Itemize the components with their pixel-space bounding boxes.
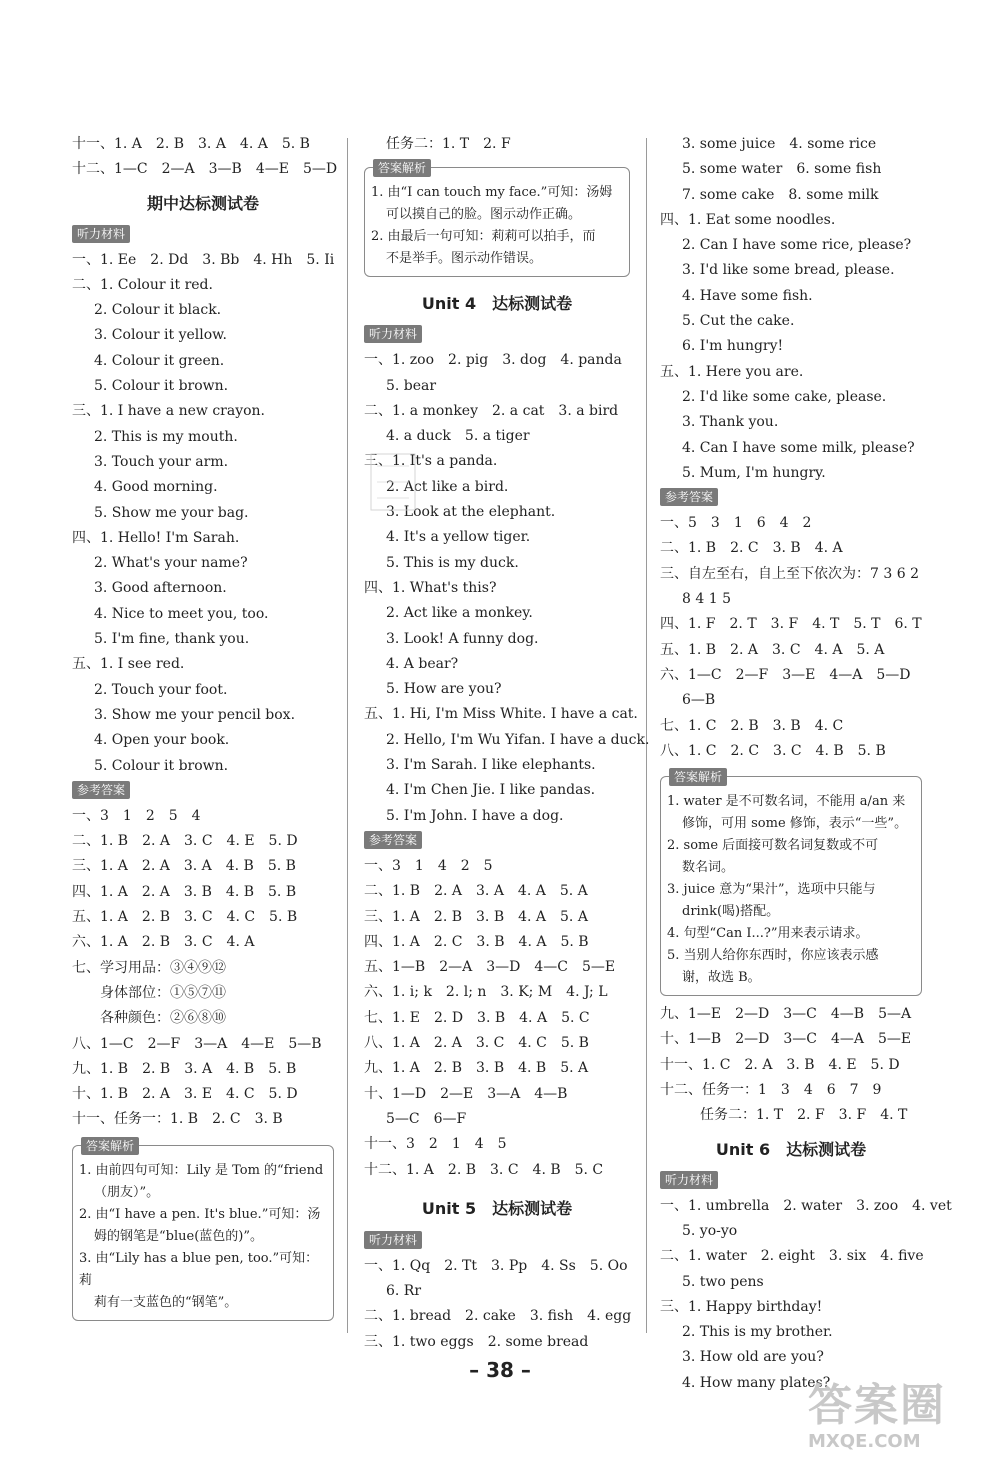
stamp-icon [369, 452, 417, 512]
text-line: 2. Colour it black. [94, 302, 222, 319]
answer-line: 身体部位：①⑤⑦⑪ [100, 984, 226, 1001]
analysis-line: 3. juice 意为“果汁”，选项中只能与 [667, 882, 876, 898]
column-3 [660, 132, 952, 1396]
stamp-mark [369, 452, 417, 512]
listening-tag: 听力材料 [660, 1171, 718, 1189]
answer-line: 三、1. A 2. B 3. B 4. A 5. A [364, 908, 588, 925]
answer-line: 十二、1—C 2—A 3—B 4—E 5—D [72, 161, 338, 178]
midterm-title: 期中达标测试卷 [146, 193, 259, 213]
answer-line: 四、1. F 2. T 3. F 4. T 5. T 6. T [660, 616, 922, 633]
text-line: 3. Colour it yellow. [94, 327, 227, 344]
text-line: 三、1. It's a panda. [364, 453, 498, 470]
column-1 [72, 132, 338, 1327]
text-line: 四、1. What's this? [364, 579, 497, 596]
answer-line: 十二、任务一：1 3 4 6 7 9 [660, 1082, 882, 1099]
answer-line: 八、1. A 2. A 3. C 4. C 5. B [364, 1035, 589, 1052]
answer-tag: 参考答案 [72, 781, 130, 799]
answer-line: 5—C 6—F [386, 1110, 467, 1127]
analysis-line: 可以摸自己的脸。图示动作正确。 [386, 207, 582, 223]
text-line: 一、1. zoo 2. pig 3. dog 4. panda [364, 352, 622, 369]
text-line: 四、1. Hello! I'm Sarah. [72, 529, 240, 546]
analysis-tag: 答案解析 [373, 159, 431, 177]
page-number: – 38 – [469, 1358, 531, 1382]
answer-line: 五、1. A 2. B 3. C 4. C 5. B [72, 909, 298, 926]
text-line: 4. Colour it green. [94, 352, 225, 369]
listening-material [364, 348, 650, 829]
analysis-tag: 答案解析 [81, 1137, 139, 1155]
answer-line: 任务二：1. T 2. F 3. F 4. T [700, 1107, 908, 1124]
text-line: 3. Look at the elephant. [386, 504, 556, 521]
text-line: 五、1. Here you are. [660, 363, 804, 380]
text-line: 5. Cut the cake. [682, 313, 795, 330]
column-divider [347, 138, 348, 1333]
text-line: 6. Rr [386, 1283, 422, 1300]
text-line: 三、1. Happy birthday! [660, 1298, 823, 1315]
text-line: 3. some juice 4. some rice [682, 136, 877, 152]
answer-line: 任务二：1. T 2. F [386, 136, 511, 152]
reference-answers [72, 804, 334, 1133]
text-line: 2. Can I have some rice, please? [682, 237, 912, 254]
answer-line: 十一、1. A 2. B 3. A 4. A 5. B [72, 136, 310, 152]
answer-line: 八、1—C 2—F 3—A 4—E 5—B [72, 1035, 322, 1052]
watermark [808, 1382, 988, 1464]
answer-line: 二、1. B 2. C 3. B 4. A [660, 540, 843, 557]
listening-material [364, 1254, 630, 1355]
answer-line: 九、1. A 2. B 3. B 4. B 5. A [364, 1060, 589, 1077]
text-line: 4. Good morning. [94, 479, 218, 496]
answer-line: 九、1. B 2. B 3. A 4. B 5. B [72, 1060, 297, 1077]
text-line: 五、1. I see red. [72, 656, 185, 673]
answer-line: 七、1. C 2. B 3. B 4. C [660, 717, 844, 734]
text-line: 3. Thank you. [682, 414, 779, 431]
answer-line: 五、1. B 2. A 3. C 4. A 5. A [660, 641, 885, 658]
analysis-line: 不是举手。图示动作错误。 [386, 251, 543, 267]
analysis-line: 莉有一支蓝色的“钢笔”。 [94, 1294, 238, 1310]
listening-tag: 听力材料 [72, 225, 130, 243]
analysis-line: 2. 由最后一句可知：莉莉可以拍手，而 [371, 229, 596, 245]
text-line: 3. Show me your pencil box. [94, 706, 296, 723]
text-line: 5. Mum, I'm hungry. [682, 464, 826, 481]
answer-line: 十、1—B 2—D 3—C 4—A 5—E [660, 1031, 912, 1048]
text-line: 3. Good afternoon. [94, 580, 227, 597]
text-line: 6. I'm hungry! [682, 338, 784, 355]
text-line: 二、1. water 2. eight 3. six 4. five [660, 1248, 924, 1265]
analysis-line: 1. water 是不可数名词，不能用 a/an 来 [667, 794, 906, 810]
text-line: 2. Act like a monkey. [386, 605, 533, 622]
analysis-line: 1. 由“I can touch my face.”可知：汤姆 [371, 185, 613, 201]
listening-material [72, 248, 334, 779]
text-line: 5. some water 6. some fish [682, 161, 882, 178]
answer-line: 十、1—D 2—E 3—A 4—B [364, 1085, 568, 1102]
text-line: 4. It's a yellow tiger. [386, 529, 531, 546]
answer-line: 十一、任务一：1. B 2. C 3. B [72, 1111, 283, 1128]
answer-line: 6—B [682, 692, 716, 709]
answer-line: 8 4 1 5 [682, 591, 731, 608]
answer-line: 六、1. A 2. B 3. C 4. A [72, 934, 255, 951]
answer-tag: 参考答案 [660, 488, 718, 506]
analysis-box [72, 1138, 334, 1321]
answer-line: 五、1—B 2—A 3—D 4—C 5—E [364, 959, 616, 976]
watermark-logo: 答案圈 [808, 1380, 946, 1431]
analysis-line: 数名词。 [682, 860, 735, 876]
analysis-box [364, 161, 630, 277]
text-line: 3. How old are you? [682, 1349, 824, 1366]
answer-line: 二、1. B 2. A 3. A 4. A 5. A [364, 883, 588, 900]
analysis-line: 5. 当别人给你东西时，你应该表示感 [667, 948, 879, 964]
watermark-url: MXQE.COM [808, 1431, 921, 1452]
text-line: 3. Touch your arm. [94, 453, 229, 470]
text-line: 一、1. Qq 2. Tt 3. Pp 4. Ss 5. Oo [364, 1257, 628, 1274]
text-line: 三、1. two eggs 2. some bread [364, 1333, 589, 1350]
text-line: 5. two pens [682, 1273, 764, 1290]
text-line: 一、1. umbrella 2. water 3. zoo 4. vet [660, 1197, 952, 1214]
text-line: 4. Nice to meet you, too. [94, 605, 269, 622]
analysis-line: 谢，故选 B。 [682, 970, 761, 986]
text-line: 2. This is my brother. [682, 1324, 833, 1341]
text-line: 5. I'm fine, thank you. [94, 631, 250, 648]
answer-line: 十二、1. A 2. B 3. C 4. B 5. C [364, 1161, 604, 1178]
analysis-line: 修饰，可用 some 修饰，表示“一些”。 [682, 816, 908, 832]
answer-line: 三、1. A 2. A 3. A 4. B 5. B [72, 858, 296, 875]
analysis-line: 2. some 后面接可数名词复数或不可 [667, 838, 879, 854]
text-line: 5. yo-yo [682, 1222, 738, 1239]
text-line: 5. Colour it brown. [94, 378, 229, 395]
answer-line: 九、1—E 2—D 3—C 4—B 5—A [660, 1006, 912, 1023]
answer-line: 各种颜色：②⑥⑧⑩ [100, 1010, 226, 1027]
answer-line: 七、1. E 2. D 3. B 4. A 5. C [364, 1009, 590, 1026]
analysis-line: 4. 句型“Can I...?”用来表示请求。 [667, 926, 869, 942]
answer-line: 三、自左至右，自上至下依次为：7 3 6 2 [660, 565, 919, 582]
answer-line: 十一、3 2 1 4 5 [364, 1136, 507, 1153]
text-line: 5. Colour it brown. [94, 757, 229, 774]
reference-answers [660, 511, 922, 764]
text-line: 五、1. Hi, I'm Miss White. I have a cat. [364, 706, 638, 723]
text-line: 5. Show me your bag. [94, 504, 249, 521]
listening-material [660, 132, 922, 486]
text-line: 4. A bear? [386, 655, 459, 672]
analysis-tag: 答案解析 [669, 768, 727, 786]
text-line: 2. Hello, I'm Wu Yifan. I have a duck. [386, 731, 650, 748]
answer-line: 六、1—C 2—F 3—E 4—A 5—D [660, 666, 911, 683]
text-line: 3. I'm Sarah. I like elephants. [386, 757, 596, 774]
analysis-box [660, 770, 922, 996]
analysis-line: 2. 由“I have a pen. It's blue.”可知：汤 [79, 1206, 321, 1222]
text-line: 二、1. a monkey 2. a cat 3. a bird [364, 402, 619, 419]
text-line: 7. some cake 8. some milk [682, 186, 879, 203]
analysis-line: drink(喝)搭配。 [682, 904, 780, 920]
unit6-title: Unit 6 达标测试卷 [715, 1139, 867, 1159]
text-line: 5. I'm John. I have a dog. [386, 807, 564, 824]
answer-line: 一、3 1 4 2 5 [364, 857, 493, 874]
analysis-line: 姆的钢笔是“blue(蓝色的)”。 [94, 1228, 263, 1244]
text-line: 4. How many plates? [682, 1374, 831, 1391]
text-line: 二、1. bread 2. cake 3. fish 4. egg [364, 1308, 632, 1325]
answer-line: 一、5 3 1 6 4 2 [660, 515, 812, 532]
text-line: 2. What's your name? [94, 555, 248, 572]
text-line: 4. Have some fish. [682, 287, 813, 304]
text-line: 5. How are you? [386, 681, 502, 698]
analysis-line: 1. 由前四句可知：Lily 是 Tom 的“friend [79, 1162, 324, 1178]
analysis-line: （朋友）”。 [94, 1184, 160, 1200]
answer-line: 十、1. B 2. A 3. E 4. C 5. D [72, 1086, 298, 1103]
answer-line: 四、1. A 2. C 3. B 4. A 5. B [364, 933, 589, 950]
text-line: 2. This is my mouth. [94, 428, 238, 445]
answer-tag: 参考答案 [364, 831, 422, 849]
answer-line: 一、3 1 2 5 4 [72, 807, 201, 824]
unit5-title: Unit 5 达标测试卷 [421, 1198, 573, 1218]
text-line: 4. Can I have some milk, please? [682, 439, 915, 456]
answer-line: 四、1. A 2. A 3. B 4. B 5. B [72, 883, 297, 900]
listening-tag: 听力材料 [364, 1231, 422, 1249]
text-line: 3. I'd like some bread, please. [682, 262, 895, 279]
answer-line: 七、学习用品：③④⑨⑫ [72, 959, 226, 976]
answer-line: 八、1. C 2. C 3. C 4. B 5. B [660, 742, 886, 759]
answer-line: 二、1. B 2. A 3. C 4. E 5. D [72, 833, 298, 850]
analysis-line: 3. 由“Lily has a blue pen, too.”可知：莉 [79, 1250, 319, 1288]
answer-line: 十一、1. C 2. A 3. B 4. E 5. D [660, 1056, 900, 1073]
text-line: 四、1. Eat some noodles. [660, 211, 836, 228]
text-line: 三、1. I have a new crayon. [72, 403, 266, 420]
text-line: 2. Act like a bird. [386, 478, 509, 495]
text-line: 3. Look! A funny dog. [386, 630, 539, 647]
text-line: 一、1. Ee 2. Dd 3. Bb 4. Hh 5. Ii [72, 251, 335, 268]
listening-tag: 听力材料 [364, 325, 422, 343]
text-line: 2. Touch your foot. [94, 681, 228, 698]
text-line: 4. Open your book. [94, 732, 230, 749]
reference-answers [660, 1002, 922, 1128]
text-line: 2. I'd like some cake, please. [682, 388, 887, 405]
text-line: 二、1. Colour it red. [72, 276, 213, 293]
text-line: 4. a duck 5. a tiger [386, 428, 530, 445]
column-2 [364, 132, 650, 1355]
reference-answers [364, 854, 630, 1183]
text-line: 4. I'm Chen Jie. I like pandas. [386, 782, 596, 799]
text-line: 5. This is my duck. [386, 554, 519, 571]
answer-line: 六、1. i; k 2. l; n 3. K; M 4. J; L [364, 984, 608, 1001]
text-line: 5. bear [386, 377, 437, 394]
unit4-title: Unit 4 达标测试卷 [421, 294, 573, 314]
